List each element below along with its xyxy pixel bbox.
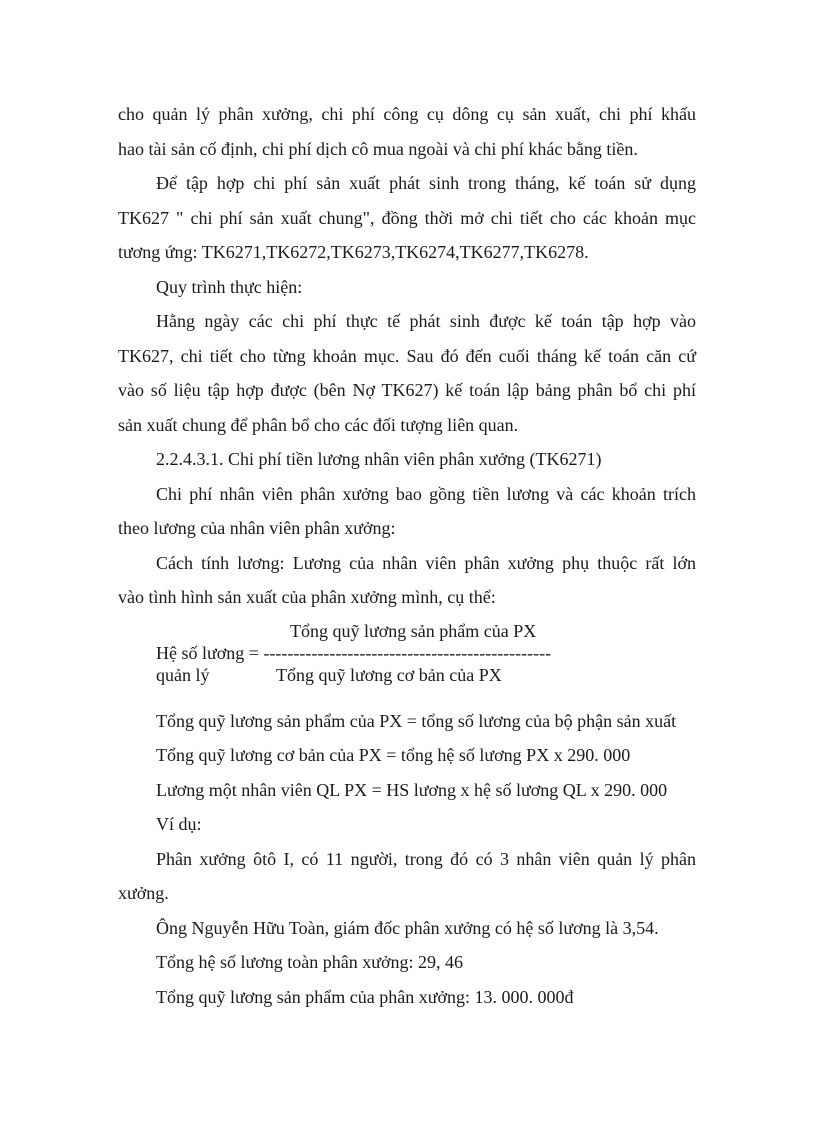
- paragraph-line: Lương một nhân viên QL PX = HS lương x hệ số lương QL x 290. 000: [156, 780, 668, 800]
- paragraph-line: Ông Nguyễn Hữu Toàn, giám đốc phân xưởng có hệ số lương là 3,54.: [156, 918, 659, 938]
- paragraph-line: Phân xưởng ôtô I, có 11 người, trong đó có 3 nhân viên quản lý phân: [156, 849, 696, 869]
- paragraph-line: vào số liệu tập hợp được (bên Nợ TK627) kế toán lập bảng phân bổ chi phí: [118, 380, 696, 400]
- paragraph-line: Để tập hợp chi phí sản xuất phát sinh trong tháng, kế toán sử dụng: [156, 173, 696, 193]
- paragraph-line: Tổng quỹ lương sản phẩm của PX = tổng số lương của bộ phận sản xuất: [156, 711, 677, 731]
- paragraph-line: Ví dụ:: [156, 814, 202, 834]
- paragraph-line: TK627 " chi phí sản xuất chung", đồng thời mở chi tiết cho các khoản mục: [118, 208, 696, 228]
- paragraph-line: Quy trình thực hiện:: [156, 277, 303, 297]
- formula-denominator: Tổng quỹ lương cơ bản của PX: [276, 665, 502, 685]
- paragraph-line: Chi phí nhân viên phân xưởng bao gồng tiền lương và các khoản trích: [156, 484, 696, 504]
- paragraph-line: theo lương của nhân viên phân xưởng:: [118, 518, 396, 538]
- paragraph-line: hao tài sản cố định, chi phí dịch cô mua ngoài và chi phí khác bằng tiền.: [118, 139, 638, 159]
- paragraph-line: TK627, chi tiết cho từng khoản mục. Sau đó đến cuối tháng kế toán căn cứ: [118, 346, 696, 366]
- formula-numerator: Tổng quỹ lương sản phẩm của PX: [290, 621, 537, 641]
- formula-label: Hệ số lương = ------------------------------------------------: [156, 643, 552, 663]
- paragraph-line: Hằng ngày các chi phí thực tế phát sinh được kế toán tập hợp vào: [156, 311, 696, 331]
- paragraph-line: xưởng.: [118, 883, 169, 903]
- paragraph-line: vào tình hình sản xuất của phân xưởng mình, cụ thể:: [118, 587, 496, 607]
- formula-label-cont: quản lý: [156, 665, 210, 685]
- paragraph-line: Tổng quỹ lương sản phẩm của phân xưởng: 13. 000. 000đ: [156, 987, 574, 1007]
- section-heading: 2.2.4.3.1. Chi phí tiền lương nhân viên phân xưởng (TK6271): [156, 449, 602, 469]
- paragraph-line: Cách tính lương: Lương của nhân viên phân xưởng phụ thuộc rất lớn: [156, 553, 696, 573]
- paragraph-line: Tổng quỹ lương cơ bản của PX = tổng hệ số lương PX x 290. 000: [156, 745, 631, 765]
- paragraph-line: sản xuất chung để phân bổ cho các đối tượng liên quan.: [118, 415, 519, 435]
- paragraph-line: cho quản lý phân xưởng, chi phí công cụ dông cụ sản xuất, chi phí khấu: [118, 104, 696, 124]
- paragraph-line: Tổng hệ số lương toàn phân xưởng: 29, 46: [156, 952, 464, 972]
- paragraph-line: tương ứng: TK6271,TK6272,TK6273,TK6274,TK6277,TK6278.: [118, 242, 589, 262]
